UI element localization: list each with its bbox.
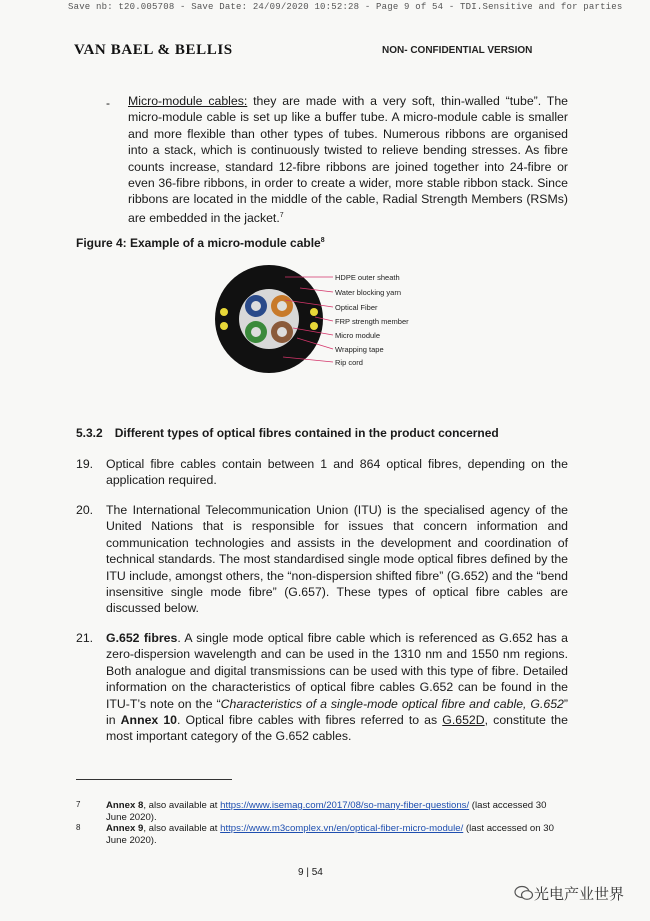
label-hdpe-outer-sheath: HDPE outer sheath bbox=[335, 273, 400, 282]
label-optical-fiber: Optical Fiber bbox=[335, 303, 378, 312]
micro-module-bullet bbox=[128, 93, 568, 226]
paragraph-number-21: 21. bbox=[76, 631, 94, 645]
wechat-icon bbox=[514, 885, 534, 901]
bullet-text: they are made with a very soft, thin-walled “tube”. The micro-module cable is set up like a buffer tube. A micro-module cable is smaller and more flexible than other types of tubes. Numerous ribbons are organised into a stack, which is continuously twisted to relieve bending stresses. As fibre counts increase, standard 12-fibre ribbons are joined together into 24-fibre or even 36-fibre ribbons, in order to create a wider, more stable ribbon stack. Since ribbons are located in the middle of the cable, Radial Strength Members (RSMs) are embedded in the jacket. bbox=[128, 94, 568, 225]
footnote-ref-7: 7 bbox=[279, 211, 284, 219]
section-number: 5.3.2 bbox=[76, 426, 103, 440]
paragraph-19: Optical fibre cables contain between 1 and 864 optical fibres, depending on the application required. bbox=[106, 457, 568, 488]
section-title: Different types of optical fibres contained in the product concerned bbox=[114, 426, 499, 440]
footnote-7-link[interactable]: https://www.isemag.com/2017/08/so-many-fiber-questions/ bbox=[220, 800, 470, 811]
paragraph-20: The International Telecommunication Union (ITU) is the specialised agency of the United Nations that is responsible for issues that concern information and communication technologies and assists in the development and coordination of technical standards. The most standardised single mode optical fibres defined by the ITU include, amongst others, the “non-dispersion shifted fibre” (G.652) and the “bend insensitive single mode fibre” (G.657). These types of optical fibre cables are discussed below. bbox=[106, 503, 568, 616]
label-frp-strength-member: FRP strength member bbox=[335, 317, 409, 326]
figure-caption: Figure 4: Example of a micro-module cable$^8$ bbox=[76, 236, 325, 250]
footnote-7: Annex 8, also available at https://www.isemag.com/2017/08/so-many-fiber-questions/ (last accessed 30 June 2020). bbox=[106, 800, 547, 823]
footnote-number-8: 8 bbox=[76, 823, 81, 832]
label-rip-cord: Rip cord bbox=[335, 358, 363, 367]
paragraph-number-20: 20. bbox=[76, 503, 94, 517]
page-number: 9 | 54 bbox=[298, 867, 323, 878]
label-micro-module: Micro module bbox=[335, 331, 381, 340]
bullet-dash: - bbox=[106, 96, 110, 110]
paragraph-21: G.652 fibres. A single mode optical fibre cable which is referenced as G.652 has a zero-dispersion wavelength and can be used in the 1310 nm and 1550 nm regions. Both analogue and digital transmissions can be used with this type of fibre. Detailed information on the characteristics of optical fibre cables G.652 can be found in the ITU-T’s note on the “Characteristics of a single-mode optical fibre and cable, G.652” in Annex 10. Optical fibre cables with fibres referred to as G.652D, constitute the most important category of the G.652 cables. bbox=[106, 631, 568, 744]
footnote-ref-8: 8 bbox=[320, 237, 325, 244]
label-wrapping-tape: Wrapping tape bbox=[335, 345, 384, 354]
label-water-blocking-yarn: Water blocking yarn bbox=[335, 288, 401, 297]
section-heading bbox=[76, 426, 499, 440]
cable-cross-section-figure bbox=[205, 262, 445, 374]
confidentiality-label: NON- CONFIDENTIAL VERSION bbox=[382, 45, 533, 56]
document-stamp: Save nb: t20.005708 - Save Date: 24/09/2020 10:52:28 - Page 9 of 54 - TDI.Sensitive and for parties bbox=[68, 2, 623, 12]
firm-name: VAN BAEL & BELLIS bbox=[74, 42, 233, 58]
footnote-number-7: 7 bbox=[76, 800, 81, 809]
bullet-term: Micro-module cables: bbox=[128, 94, 248, 108]
paragraph-number-19: 19. bbox=[76, 457, 94, 471]
watermark-text: 光电产业世界 bbox=[534, 886, 625, 903]
footnote-separator bbox=[76, 779, 232, 780]
footnote-8-link[interactable]: https://www.m3complex.vn/en/optical-fiber-micro-module/ bbox=[220, 823, 464, 834]
footnote-8: Annex 9, also available at https://www.m3complex.vn/en/optical-fiber-micro-module/ (last accessed on 30 June 2020). bbox=[106, 823, 554, 846]
